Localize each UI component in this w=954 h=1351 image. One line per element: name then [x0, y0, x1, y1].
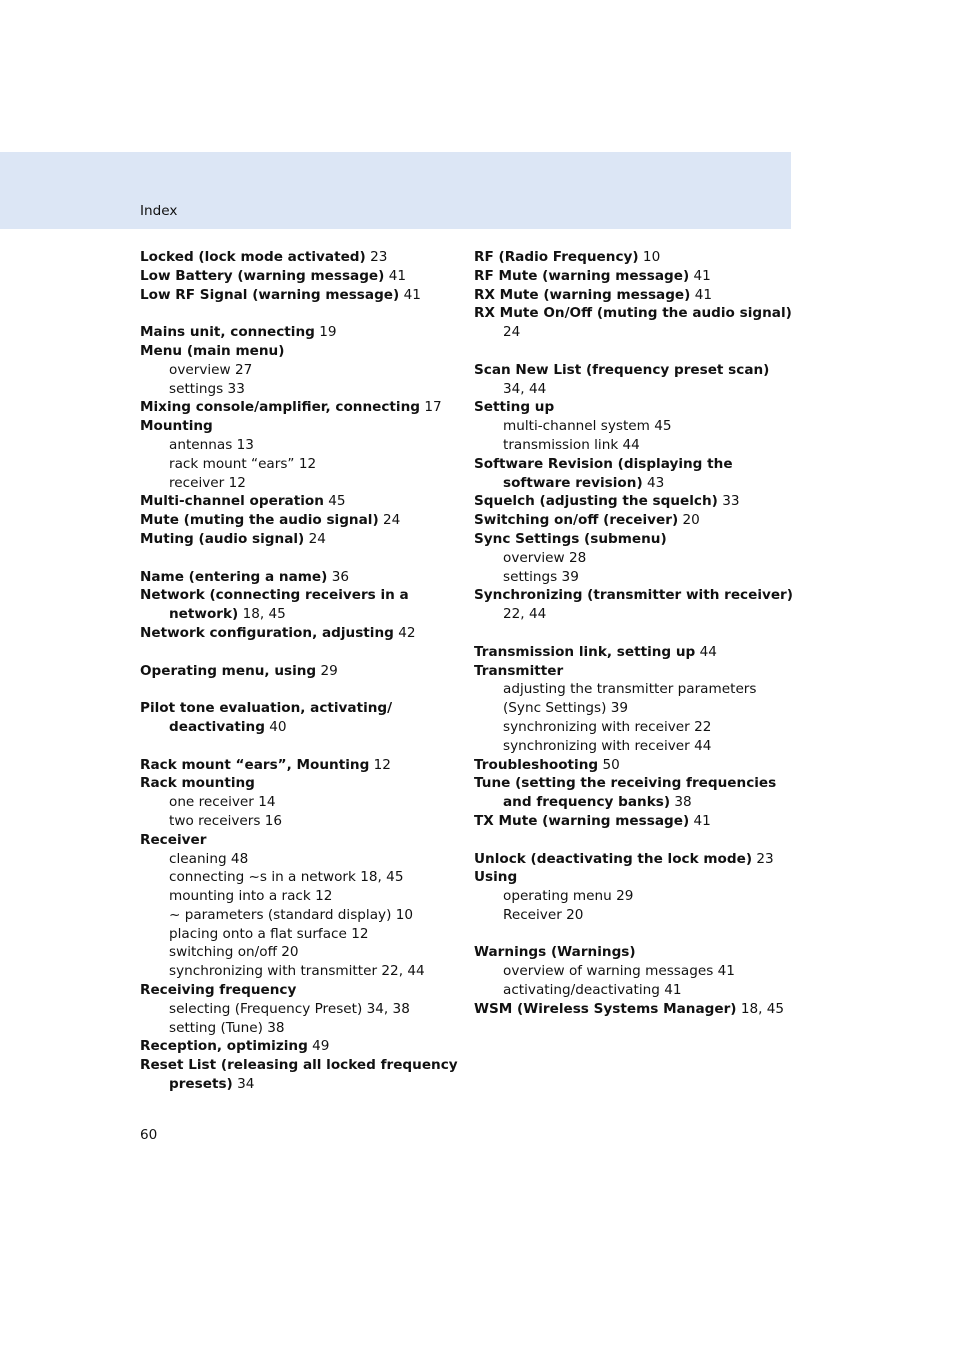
page-reference: 24 [503, 324, 521, 341]
page-reference: 29 [320, 662, 338, 679]
index-entry [140, 530, 460, 549]
index-spacer [474, 831, 794, 850]
index-entry [140, 342, 460, 361]
entry-term: Rack mount “ears”, Mounting [140, 756, 370, 773]
index-subentry [474, 962, 794, 981]
index-column-left [140, 248, 460, 1094]
index-spacer [140, 549, 460, 568]
subentry-text: switching on/off [169, 944, 277, 961]
subentry-text: setting (Tune) [169, 1019, 263, 1036]
index-subentry [140, 962, 460, 981]
page-reference: 44 [699, 643, 717, 660]
page-reference: 12 [298, 455, 317, 472]
entry-term: Warnings (Warnings) [474, 944, 636, 961]
entry-term: Receiving frequency [140, 982, 297, 999]
entry-term: Name (entering a name) [140, 568, 328, 585]
subentry-text: one receiver [169, 794, 254, 811]
index-subentry [474, 981, 794, 1000]
index-entry [474, 530, 794, 549]
index-subentry [474, 906, 794, 925]
entry-term: Mute (muting the audio signal) [140, 512, 379, 529]
entry-term: Rack mounting [140, 775, 255, 792]
page-reference: 22, 44 [503, 606, 547, 623]
entry-term: WSM (Wireless Systems Manager) [474, 1000, 737, 1017]
index-entry [140, 662, 460, 681]
subentry-text: placing onto a flat surface [169, 925, 347, 942]
subentry-text: synchronizing with receiver [503, 718, 690, 735]
subentry-text: adjusting the transmitter parameters (Sync Settings) [503, 681, 757, 717]
page-reference: 41 [388, 267, 407, 284]
page-reference: 27 [234, 361, 253, 378]
index-entry [140, 323, 460, 342]
index-entry [474, 455, 794, 493]
index-spacer [140, 680, 460, 699]
index-entry [474, 943, 794, 962]
page-reference: 24 [382, 512, 401, 529]
index-entry [140, 586, 460, 624]
index-subentry [140, 361, 460, 380]
page-reference: 20 [281, 944, 299, 961]
index-entry [474, 812, 794, 831]
page-reference: 33 [722, 493, 740, 510]
index-entry [140, 398, 460, 417]
page-reference: 18, 45 [360, 869, 404, 886]
section-title: Index [140, 203, 178, 219]
entry-term: Using [474, 869, 518, 886]
subentry-text: two receivers [169, 812, 261, 829]
page-reference: 33 [227, 380, 245, 397]
index-entry [140, 568, 460, 587]
index-spacer [474, 624, 794, 643]
page-reference: 19 [319, 324, 337, 341]
index-subentry [140, 925, 460, 944]
index-entry [474, 511, 794, 530]
index-spacer [474, 925, 794, 944]
page-reference: 41 [693, 267, 711, 284]
entry-term: Switching on/off (receiver) [474, 512, 679, 529]
page-reference: 42 [398, 624, 416, 641]
page-reference: 12 [373, 756, 391, 773]
page-reference: 14 [258, 794, 276, 811]
index-entry [140, 1037, 460, 1056]
entry-term: Multi-channel operation [140, 493, 324, 510]
page-reference: 22, 44 [381, 963, 425, 980]
page-reference: 45 [654, 418, 672, 435]
entry-term: Reception, optimizing [140, 1038, 308, 1055]
page-reference: 36 [331, 568, 349, 585]
entry-term: Mains unit, connecting [140, 324, 315, 341]
entry-term: Network (connecting receivers in a network) [140, 587, 409, 623]
page-reference: 40 [269, 718, 287, 735]
page-reference: 41 [717, 963, 735, 980]
index-subentry [140, 943, 460, 962]
page-reference: 50 [602, 756, 620, 773]
entry-term: Software Revision (displaying the software revision) [474, 455, 733, 491]
page-reference: 18, 45 [242, 606, 286, 623]
subentry-text: synchronizing with transmitter [169, 963, 378, 980]
entry-term: RF Mute (warning message) [474, 267, 690, 284]
subentry-text: ~ parameters (standard display) [169, 906, 392, 923]
subentry-text: rack mount “ears” [169, 455, 295, 472]
index-subentry [474, 549, 794, 568]
page-reference: 12 [228, 474, 246, 491]
index-subentry [140, 868, 460, 887]
entry-term: Mounting [140, 418, 213, 435]
page-reference: 17 [424, 399, 442, 416]
subentry-text: cleaning [169, 850, 227, 867]
entry-term: Low Battery (warning message) [140, 267, 385, 284]
index-subentry [140, 474, 460, 493]
index-subentry [140, 812, 460, 831]
index-subentry [140, 1000, 460, 1019]
index-entry [474, 361, 794, 399]
page-reference: 44 [694, 737, 712, 754]
page-reference: 12 [315, 888, 333, 905]
index-subentry [140, 887, 460, 906]
entry-term: Receiver [140, 831, 207, 848]
index-entry [474, 586, 794, 624]
index-subentry [140, 906, 460, 925]
subentry-text: synchronizing with receiver [503, 737, 690, 754]
index-entry [140, 248, 460, 267]
index-entry [140, 624, 460, 643]
subentry-text: operating menu [503, 888, 612, 905]
page-reference: 18, 45 [740, 1000, 785, 1017]
entry-term: Unlock (deactivating the lock mode) [474, 850, 753, 867]
index-entry [474, 248, 794, 267]
subentry-text: connecting ~s in a network [169, 869, 356, 886]
index-entry [474, 868, 794, 887]
entry-term: Sync Settings (submenu) [474, 530, 667, 547]
index-entry [474, 492, 794, 511]
index-entry [140, 981, 460, 1000]
index-entry [474, 643, 794, 662]
entry-term: Squelch (adjusting the squelch) [474, 493, 718, 510]
index-entry [474, 850, 794, 869]
index-spacer [140, 737, 460, 756]
entry-term: Transmitter [474, 662, 564, 679]
subentry-text: receiver [169, 474, 225, 491]
subentry-text: Receiver [503, 906, 562, 923]
subentry-text: multi-channel system [503, 418, 650, 435]
entry-term: Transmission link, setting up [474, 643, 696, 660]
index-entry [140, 831, 460, 850]
page-reference: 34, 38 [366, 1000, 410, 1017]
index-subentry [140, 850, 460, 869]
page-reference: 38 [267, 1019, 285, 1036]
subentry-text: transmission link [503, 436, 619, 453]
page-reference: 13 [236, 436, 254, 453]
page-reference: 45 [328, 493, 346, 510]
subentry-text: selecting (Frequency Preset) [169, 1000, 363, 1017]
entry-term: RF (Radio Frequency) [474, 249, 639, 265]
page-reference: 44 [622, 436, 640, 453]
index-entry [140, 267, 460, 286]
subentry-text: settings [503, 568, 558, 585]
index-subentry [474, 417, 794, 436]
page-reference: 41 [693, 812, 711, 829]
index-subentry [140, 380, 460, 399]
page-reference: 20 [682, 512, 700, 529]
page-reference: 10 [642, 249, 661, 265]
page-reference: 43 [646, 474, 665, 491]
index-subentry [474, 718, 794, 737]
page-reference: 49 [312, 1038, 330, 1055]
index-subentry [474, 436, 794, 455]
index-entry [474, 774, 794, 812]
index-subentry [140, 793, 460, 812]
index-entry [140, 417, 460, 436]
index-entry [474, 304, 794, 342]
page-reference: 48 [230, 850, 249, 867]
entry-term: Mixing console/amplifier, connecting [140, 399, 420, 416]
index-entry [140, 756, 460, 775]
entry-term: RX Mute (warning message) [474, 286, 691, 303]
page-reference: 41 [403, 286, 421, 303]
page-reference: 28 [568, 549, 587, 566]
index-entry [140, 511, 460, 530]
entry-term: Pilot tone evaluation, activating/ deactivating [140, 700, 393, 735]
index-subentry [474, 680, 794, 718]
index-spacer [140, 643, 460, 662]
page-reference: 41 [664, 982, 682, 999]
entry-term: Locked (lock mode activated) [140, 249, 366, 265]
entry-term: Reset List (releasing all locked frequency presets) [140, 1057, 458, 1093]
entry-term: RX Mute On/Off (muting the audio signal) [474, 305, 792, 322]
index-spacer [474, 342, 794, 361]
index-subentry [140, 1019, 460, 1038]
index-entry [140, 699, 460, 737]
index-entry [474, 286, 794, 305]
page-reference: 24 [308, 530, 326, 547]
index-entry [140, 286, 460, 305]
entry-term: TX Mute (warning message) [474, 812, 690, 829]
index-entry [474, 398, 794, 417]
subentry-text: activating/deactivating [503, 982, 660, 999]
page-reference: 23 [756, 850, 774, 867]
page-reference: 34 [237, 1076, 255, 1093]
index-spacer [140, 304, 460, 323]
page-reference: 39 [610, 700, 629, 717]
subentry-text: mounting into a rack [169, 888, 311, 905]
entry-term: Troubleshooting [474, 756, 599, 773]
entry-term: Operating menu, using [140, 662, 317, 679]
page-reference: 34, 44 [503, 380, 547, 397]
index-entry [140, 492, 460, 511]
index-subentry [474, 568, 794, 587]
entry-term: Network configuration, adjusting [140, 624, 394, 641]
index-subentry [140, 436, 460, 455]
index-entry [474, 267, 794, 286]
index-entry [474, 756, 794, 775]
page-reference: 12 [351, 925, 369, 942]
page-reference: 20 [566, 906, 584, 923]
index-entry [474, 662, 794, 681]
index-entry [140, 774, 460, 793]
page-reference: 29 [616, 888, 634, 905]
entry-term: Tune (setting the receiving frequencies and frequency banks) [474, 775, 777, 811]
subentry-text: overview [503, 549, 565, 566]
index-subentry [474, 887, 794, 906]
index-entry [474, 1000, 794, 1019]
entry-term: Low RF Signal (warning message) [140, 286, 400, 303]
page-reference: 22 [694, 718, 712, 735]
page-reference: 38 [674, 794, 692, 811]
page-reference: 39 [561, 568, 579, 585]
entry-term: Scan New List (frequency preset scan) [474, 361, 770, 378]
index-entry [140, 1056, 460, 1094]
entry-term: Menu (main menu) [140, 342, 285, 359]
subentry-text: overview [169, 361, 231, 378]
subentry-text: settings [169, 380, 224, 397]
entry-term: Muting (audio signal) [140, 530, 305, 547]
page-number: 60 [140, 1127, 158, 1143]
index-subentry [140, 455, 460, 474]
header-band [0, 152, 791, 229]
entry-term: Synchronizing (transmitter with receiver) [474, 587, 793, 604]
page-reference: 10 [395, 906, 414, 923]
entry-term: Setting up [474, 399, 555, 416]
subentry-text: antennas [169, 436, 233, 453]
index-subentry [474, 737, 794, 756]
subentry-text: overview of warning messages [503, 963, 714, 980]
page-reference: 23 [370, 249, 388, 265]
page-reference: 41 [694, 286, 713, 303]
index-column-right [474, 248, 794, 1019]
page-reference: 16 [264, 812, 283, 829]
